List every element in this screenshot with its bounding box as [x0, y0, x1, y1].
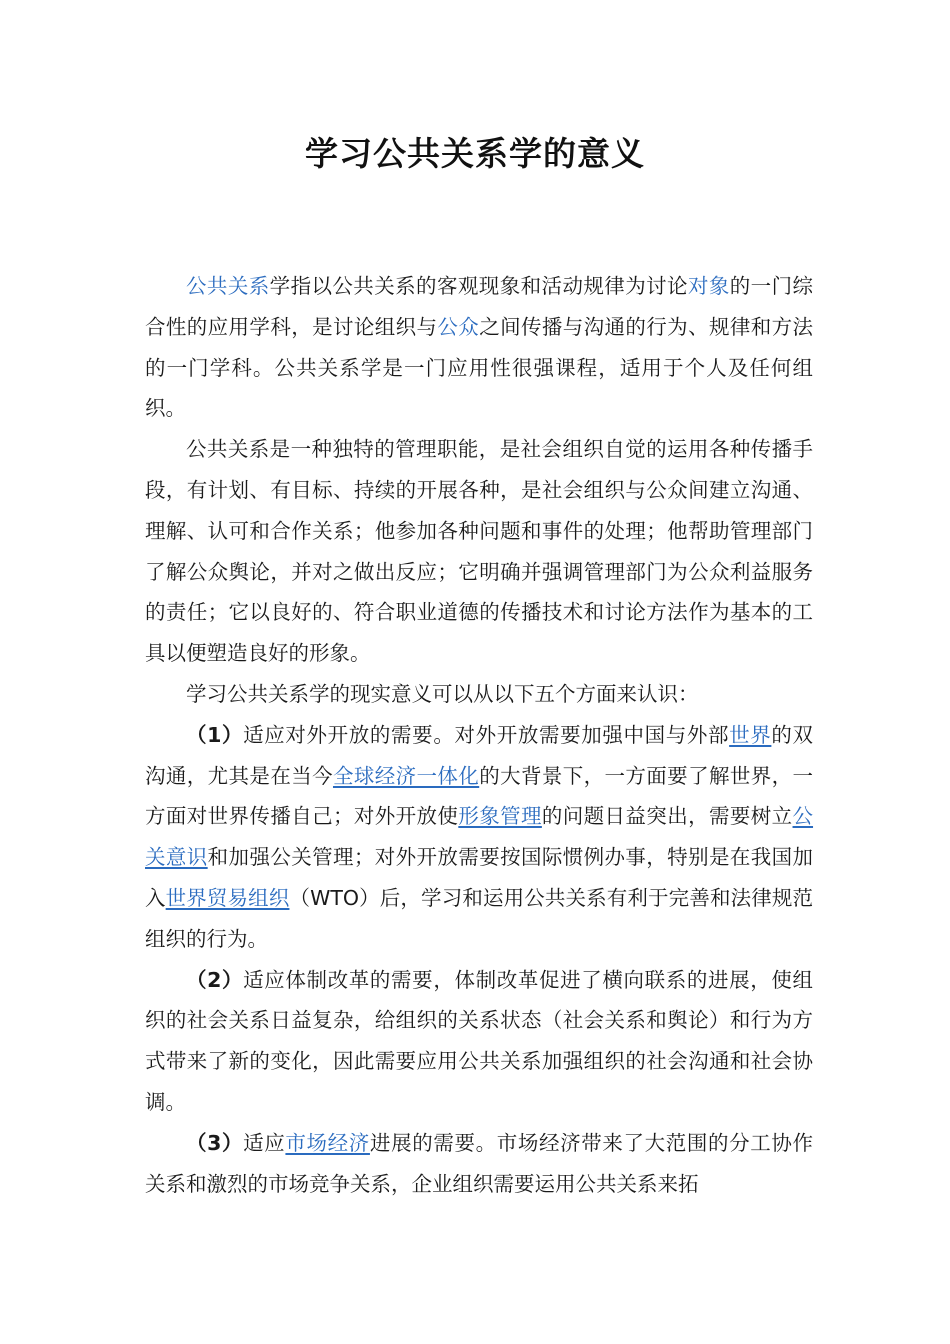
text-segment: 学指以公共关系的客观现象和活动规律为讨论: [269, 274, 688, 298]
link-object[interactable]: 对象: [687, 274, 730, 298]
document-body: [145, 266, 813, 1204]
text-segment: 适应对外开放的需要。对外开放需要加强中国与外部: [243, 722, 730, 747]
link-global-economic-integration[interactable]: 全球经济一体化: [332, 763, 480, 788]
text-segment: 之间传播与沟通的行为、规律和方法的一门学科。公共关系学是一门应用性很强课程，适用于个人及任何组织。: [145, 314, 814, 421]
link-market-economy[interactable]: 市场经济: [285, 1130, 370, 1155]
paragraph-point-2: [145, 960, 813, 1123]
link-wto[interactable]: 世界贸易组织: [165, 885, 290, 910]
point-number: （1）: [186, 722, 244, 747]
link-public[interactable]: 公众: [437, 314, 480, 339]
page-title: 学习公共关系学的意义: [305, 134, 645, 173]
link-image-management[interactable]: 形象管理: [458, 804, 542, 829]
point-number: （2）: [186, 967, 244, 992]
text-segment: 的大背景下，一方面要了解世界，一方面对世界传播自己；对外开放使: [145, 763, 814, 829]
text-segment: 的一门综合性的应用学科，是讨论组织与: [145, 274, 814, 339]
paragraph-five-aspects-intro: 学习公共关系学的现实意义可以从以下五个方面来认识：: [186, 681, 699, 706]
paragraph-point-3: [145, 1123, 813, 1205]
text-segment: 的双沟通，尤其是在当今: [145, 722, 814, 788]
text-segment: （WTO）后，学习和运用公共关系有利于完善和法律规范组织的行为。: [145, 885, 813, 951]
text-segment: 和加强公关管理；对外开放需要按国际惯例办事，特别是在我国加入: [145, 845, 814, 910]
paragraph-management-function: 公共关系是一种独特的管理职能，是社会组织自觉的运用各种传播手段，有计划、有目标、持续的开展各种，是社会组织与公众间建立沟通、理解、认可和合作关系；他参加各种问题和事件的处理；他帮助管理部门了解公众舆论，并对之做出反应；它明确并强调管理部门为公众利益服务的责任；它以良好的、符合职业道德的传播技术和讨论方法作为基本的工具以便塑造良好的形象。: [145, 437, 813, 666]
link-public-relations[interactable]: 公共关系: [186, 274, 270, 298]
text-segment: 适应: [243, 1130, 286, 1155]
paragraph-point-1: [145, 715, 813, 960]
point-number: （3）: [186, 1130, 244, 1155]
link-world[interactable]: 世界: [729, 722, 772, 747]
text-segment: 的问题日益突出，需要树立: [541, 804, 793, 829]
paragraph-definition: [145, 266, 813, 429]
link-pr-awareness[interactable]: 公关意识: [145, 804, 814, 870]
text-segment: 适应体制改革的需要，体制改革促进了横向联系的进展，使组织的社会关系日益复杂，给组织的关系状态（社会关系和舆论）和行为方式带来了新的变化，因此需要应用公共关系加强组织的社会沟通和社会协调。: [145, 967, 814, 1114]
text-segment: 进展的需要。市场经济带来了大范围的分工协作关系和激烈的市场竞争关系，企业组织需要运用公共关系来拓: [145, 1130, 814, 1196]
